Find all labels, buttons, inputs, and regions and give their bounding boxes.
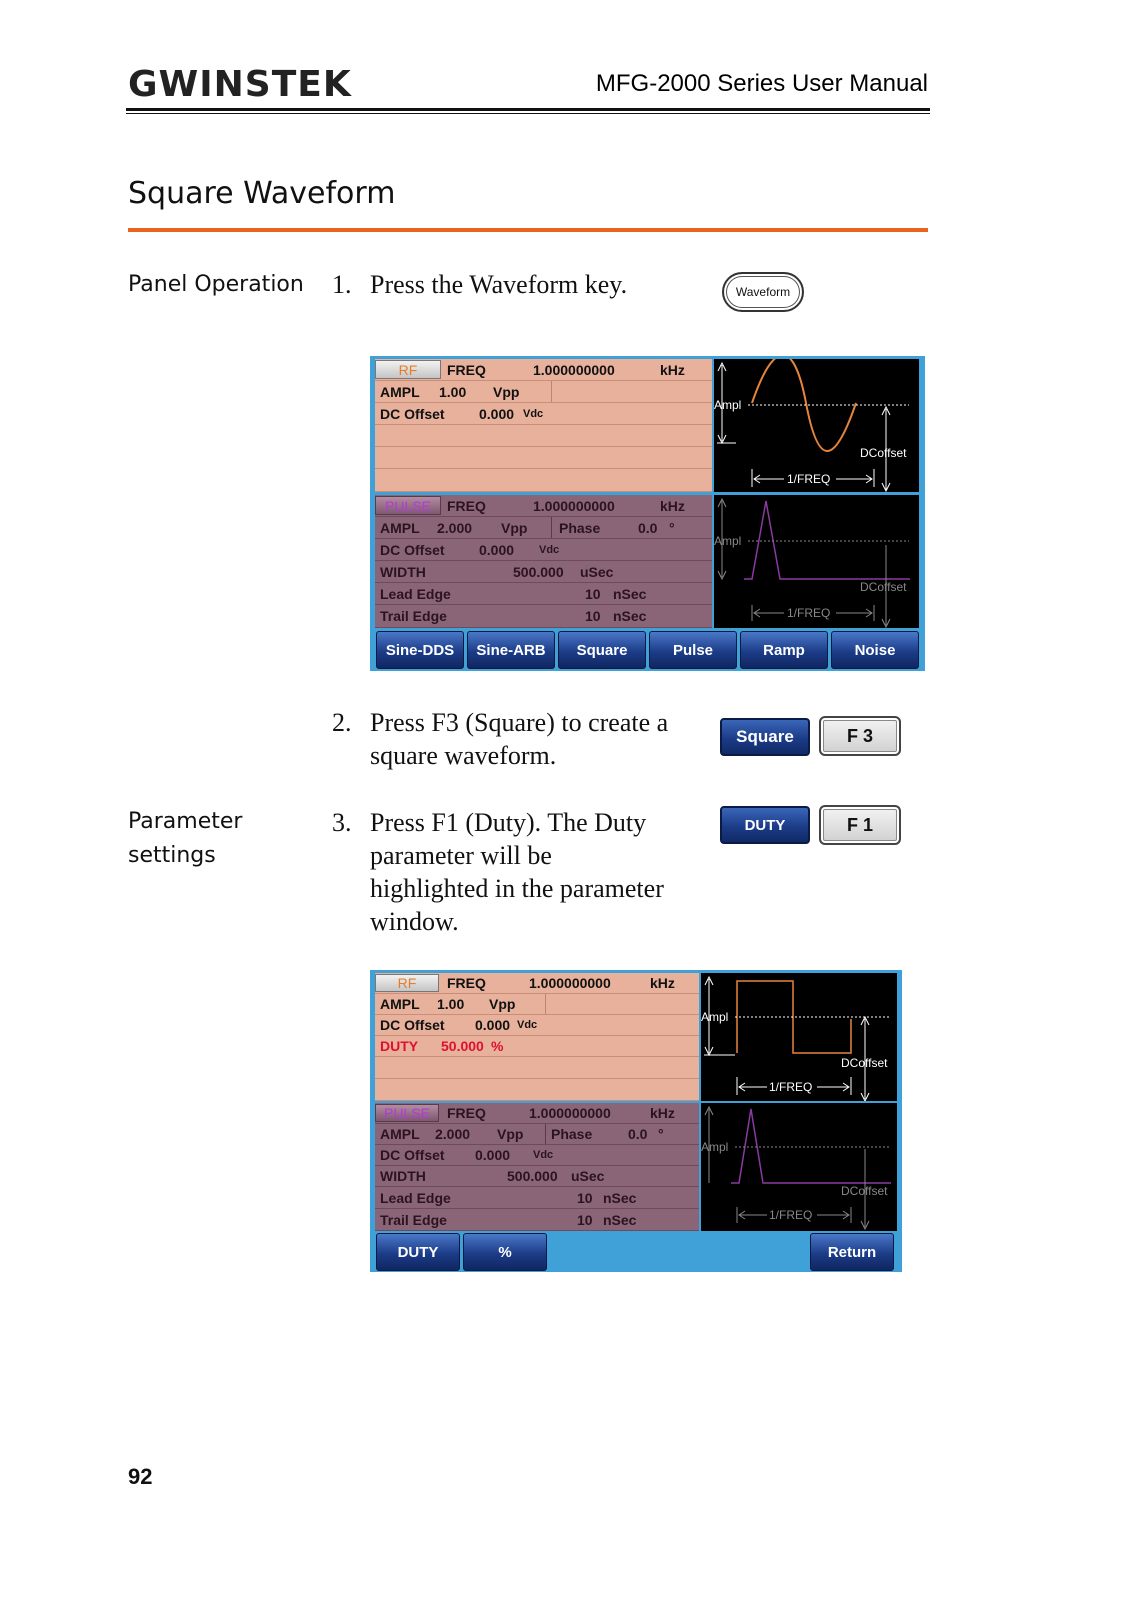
scope-freq-label: 1/FREQ (787, 472, 831, 486)
duty-button[interactable]: DUTY (376, 1233, 460, 1271)
rf-parameter-window (375, 359, 712, 492)
pulse-trail-value: 10 (585, 608, 601, 624)
step-number: 2. (332, 708, 352, 737)
step-2 (332, 706, 702, 776)
pulse-width-label: WIDTH (380, 1168, 426, 1184)
scope-freq-label: 1/FREQ (787, 606, 831, 620)
rf-ampl-unit: Vpp (489, 996, 516, 1012)
rf-ampl-label: AMPL (380, 996, 420, 1012)
lcd-screen-waveform-select (370, 356, 925, 671)
step-number: 1. (332, 270, 352, 299)
rf-dc-value: 0.000 (475, 1017, 511, 1033)
pulse-width-label: WIDTH (380, 563, 426, 580)
lcd-screen-duty-select (370, 970, 902, 1272)
pulse-ampl-unit: Vpp (501, 519, 528, 536)
pulse-lead-label: Lead Edge (380, 1189, 451, 1206)
pulse-ampl-unit: Vpp (497, 1126, 524, 1142)
step-3 (332, 806, 712, 941)
pulse-button[interactable]: Pulse (649, 631, 737, 669)
rf-empty-row (375, 425, 712, 447)
step-number: 3. (332, 808, 352, 837)
step-text-line: window. (370, 907, 459, 936)
scope-freq-label: 1/FREQ (769, 1208, 813, 1222)
section-title: Square Waveform (128, 176, 396, 211)
square-softkey[interactable]: Square (720, 718, 810, 756)
pulse-freq-label: FREQ (447, 497, 486, 514)
rf-dc-label: DC Offset (380, 405, 445, 422)
rf-ampl-divider (545, 994, 546, 1014)
rf-parameter-window (375, 973, 699, 1101)
pulse-ampl-divider (545, 1124, 546, 1144)
pulse-dc-value: 0.000 (475, 1147, 511, 1163)
scope-dcoffset-label: DCoffset (841, 1056, 888, 1070)
pulse-lead-label: Lead Edge (380, 585, 451, 602)
scope-dcoffset-label: DCoffset (841, 1184, 888, 1198)
scope-dcoffset-label: DCoffset (860, 446, 907, 460)
pulse-width-unit: uSec (571, 1168, 605, 1184)
rf-dc-unit: Vdc (517, 1019, 538, 1031)
pulse-trail-label: Trail Edge (380, 608, 447, 624)
step-text-line: Press F3 (Square) to create a (370, 708, 669, 737)
pulse-width-value: 500.000 (507, 1168, 558, 1184)
section-rule (128, 228, 928, 232)
pulse-phase-value: 0.0 (628, 1126, 648, 1142)
rf-ampl-unit: Vpp (493, 383, 520, 400)
manual-title: MFG-2000 Series User Manual (595, 70, 928, 97)
pulse-freq-unit: kHz (660, 497, 685, 514)
rf-ampl-value: 1.00 (439, 383, 467, 400)
rf-freq-unit: kHz (650, 975, 675, 991)
ramp-button[interactable]: Ramp (740, 631, 828, 669)
pulse-waveform-preview (701, 1103, 897, 1231)
rf-dc-value: 0.000 (479, 405, 515, 422)
square-button[interactable]: Square (558, 631, 646, 669)
pulse-dc-value: 0.000 (479, 541, 515, 558)
waveform-key[interactable]: Waveform (722, 272, 804, 312)
pulse-phase-value: 0.0 (638, 519, 658, 536)
pulse-lead-value: 10 (585, 585, 601, 602)
pulse-phase-label: Phase (551, 1126, 593, 1142)
parameter-settings-line1: Parameter (128, 809, 243, 834)
rf-channel-badge: RF (375, 360, 441, 379)
pulse-trail-unit: nSec (603, 1211, 637, 1228)
scope-ampl-label: Ampl (714, 398, 742, 412)
duty-softkey[interactable]: DUTY (720, 806, 810, 844)
pulse-channel-badge: PULSE (375, 1104, 439, 1122)
rf-duty-label: DUTY (380, 1038, 419, 1054)
rf-waveform-preview (714, 359, 919, 492)
scope-ampl-label: Ampl (714, 534, 742, 548)
pulse-width-value: 500.000 (513, 563, 564, 580)
rf-dc-label: DC Offset (380, 1017, 445, 1033)
rf-freq-unit: kHz (660, 361, 685, 378)
percent-button[interactable]: % (463, 1233, 547, 1271)
pulse-dc-label: DC Offset (380, 541, 445, 558)
pulse-trail-value: 10 (577, 1211, 593, 1228)
parameter-settings-line2: settings (128, 843, 216, 868)
rf-empty-row (375, 1079, 699, 1101)
step-text-line: Press F1 (Duty). The Duty (370, 808, 647, 837)
sine-arb-button[interactable]: Sine-ARB (467, 631, 555, 669)
pulse-dc-unit: Vdc (533, 1149, 554, 1161)
rf-duty-value: 50.000 (441, 1038, 484, 1054)
pulse-trail-unit: nSec (613, 608, 647, 624)
rf-freq-value: 1.000000000 (529, 975, 611, 991)
rf-freq-value: 1.000000000 (533, 361, 615, 378)
noise-button[interactable]: Noise (831, 631, 919, 669)
rf-freq-label: FREQ (447, 975, 486, 991)
step-text-line: square waveform. (370, 741, 557, 770)
pulse-freq-value: 1.000000000 (533, 497, 615, 514)
rf-dc-unit: Vdc (523, 407, 544, 420)
step-text: Press the Waveform key. (370, 270, 628, 299)
pulse-width-unit: uSec (580, 563, 614, 580)
header-rule (126, 108, 930, 114)
rf-ampl-label: AMPL (380, 383, 420, 400)
pulse-freq-label: FREQ (447, 1105, 486, 1121)
rf-freq-label: FREQ (447, 361, 486, 378)
pulse-phase-unit: ° (658, 1126, 664, 1142)
step-text-line: highlighted in the parameter (370, 874, 664, 903)
pulse-phase-unit: ° (669, 519, 675, 536)
scope-freq-label: 1/FREQ (769, 1080, 813, 1094)
pulse-dc-unit: Vdc (539, 543, 560, 556)
rf-ampl-value: 1.00 (437, 996, 465, 1012)
rf-waveform-preview (701, 973, 897, 1101)
step-1 (332, 268, 692, 302)
scope-dcoffset-label: DCoffset (860, 580, 907, 594)
pulse-lead-unit: nSec (613, 585, 647, 602)
scope-ampl-label: Ampl (701, 1140, 729, 1154)
pulse-ampl-value: 2.000 (437, 519, 473, 536)
rf-channel-badge: RF (375, 974, 439, 992)
gwinstek-logo: GWINSTEK (128, 64, 352, 105)
pulse-parameter-window (375, 495, 712, 628)
step-text-line: parameter will be (370, 841, 552, 870)
sine-dds-button[interactable]: Sine-DDS (376, 631, 464, 669)
pulse-phase-label: Phase (559, 519, 601, 536)
pulse-freq-value: 1.000000000 (529, 1105, 611, 1121)
pulse-lead-value: 10 (577, 1189, 593, 1206)
pulse-channel-badge: PULSE (375, 496, 441, 515)
return-button[interactable]: Return (810, 1233, 894, 1271)
f1-key[interactable]: F 1 (819, 805, 901, 845)
page-number: 92 (128, 1464, 153, 1489)
rf-empty-row (375, 447, 712, 469)
scope-ampl-label: Ampl (701, 1010, 729, 1024)
pulse-trail-label: Trail Edge (380, 1211, 447, 1228)
pulse-ampl-value: 2.000 (435, 1126, 471, 1142)
pulse-ampl-label: AMPL (380, 1126, 420, 1142)
pulse-waveform-preview (714, 495, 919, 628)
pulse-dc-label: DC Offset (380, 1147, 445, 1163)
pulse-lead-unit: nSec (603, 1189, 637, 1206)
rf-duty-unit: % (491, 1038, 504, 1054)
pulse-ampl-divider (551, 517, 552, 538)
parameter-settings-label (128, 805, 242, 873)
panel-operation-label: Panel Operation (128, 272, 304, 297)
pulse-freq-unit: kHz (650, 1105, 675, 1121)
rf-empty-row (375, 1057, 699, 1079)
pulse-ampl-label: AMPL (380, 519, 420, 536)
pulse-parameter-window (375, 1103, 699, 1231)
rf-empty-row (375, 469, 712, 492)
rf-ampl-divider (551, 381, 552, 402)
f3-key[interactable]: F 3 (819, 716, 901, 756)
